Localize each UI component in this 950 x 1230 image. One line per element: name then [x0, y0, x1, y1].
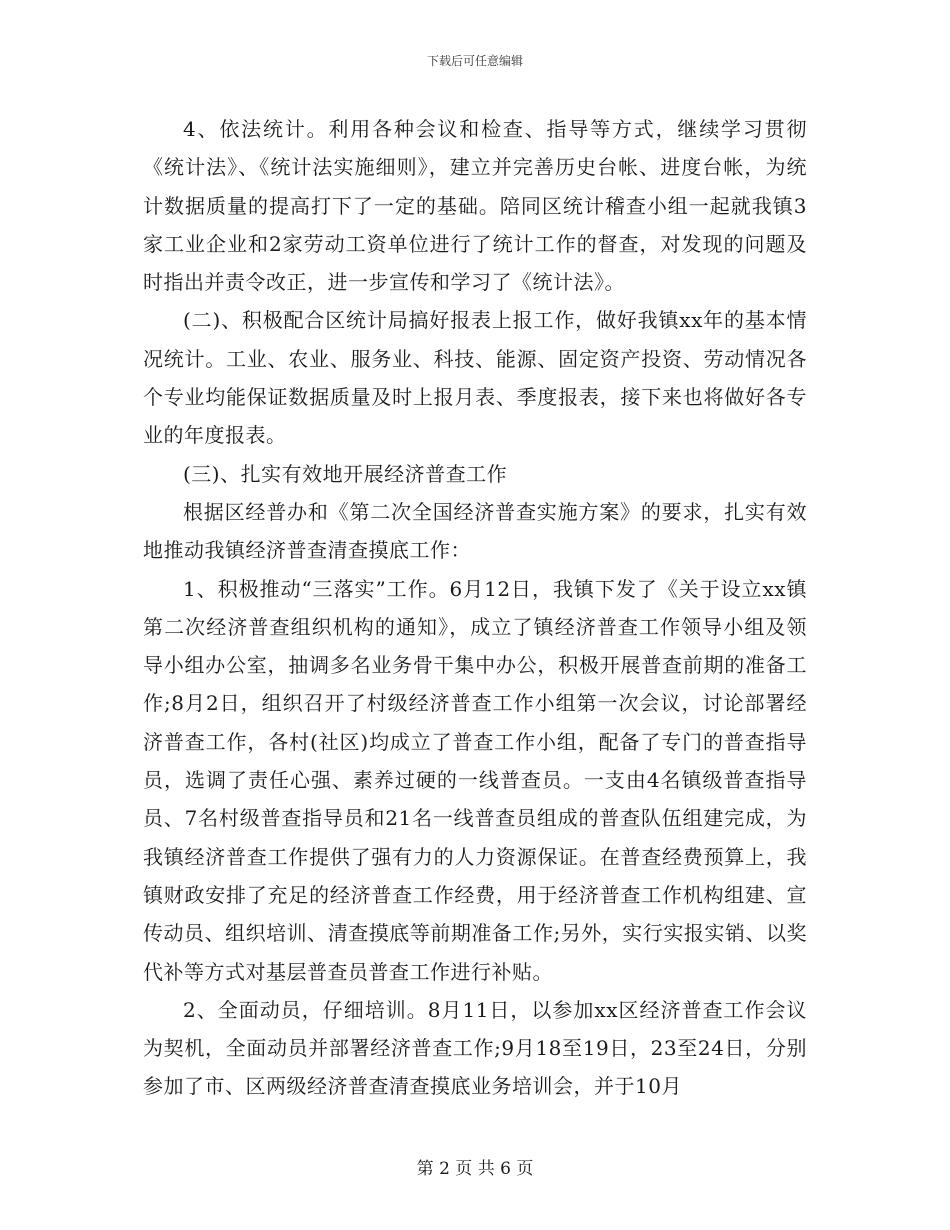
- paragraph-census-intro: 根据区经普办和《第二次全国经济普查实施方案》的要求，扎实有效地推动我镇经济普查清查摸底工作：: [143, 499, 807, 563]
- page-number: 第 2 页 共 6 页: [416, 1159, 534, 1179]
- paragraph-report-submission: (二)、积极配合区统计局搞好报表上报工作，做好我镇xx年的基本情况统计。工业、农业、服务业、科技、能源、固定资产投资、劳动情况各个专业均能保证数据质量及时上报月表、季度报表，接下来也将做好各专业的年度报表。: [143, 308, 807, 448]
- paragraph-section-heading: (三)、扎实有效地开展经济普查工作: [183, 461, 508, 486]
- paragraph-mobilization-training: 2、全面动员，仔细培训。8月11日，以参加xx区经济普查工作会议为契机，全面动员并部署经济普查工作;9月18至19日，23至24日，分别参加了市、区两级经济普查清查摸底业务培训会，并于10月: [143, 997, 807, 1099]
- document-body: [143, 110, 807, 1106]
- paragraph-legal-statistics: 4、依法统计。利用各种会议和检查、指导等方式，继续学习贯彻《统计法》、《统计法实施细则》，建立并完善历史台帐、进度台帐，为统计数据质量的提高打下了一定的基础。陪同区统计稽查小组一起就我镇3家工业企业和2家劳动工资单位进行了统计工作的督查，对发现的问题及时指出并责令改正，进一步宣传和学习了《统计法》。: [143, 117, 807, 295]
- paragraph-three-implementations: 1、积极推动“三落实”工作。6月12日，我镇下发了《关于设立xx镇第二次经济普查组织机构的通知》，成立了镇经济普查工作领导小组及领导小组办公室，抽调多名业务骨干集中办公，积极开展普查前期的准备工作;8月2日，组织召开了村级经济普查工作小组第一次会议，讨论部署经济普查工作，各村(社区)均成立了普查工作小组，配备了专门的普查指导员，选调了责任心强、素养过硬的一线普查员。一支由4名镇级普查指导员、7名村级普查指导员和21名一线普查员组成的普查队伍组建完成，为我镇经济普查工作提供了强有力的人力资源保证。在普查经费预算上，我镇财政安排了充足的经济普查工作经费，用于经济普查工作机构组建、宣传动员、组织培训、清查摸底等前期准备工作;另外，实行实报实销、以奖代补等方式对基层普查员普查工作进行补贴。: [143, 576, 807, 984]
- page-header: 下载后可任意编辑: [426, 54, 523, 68]
